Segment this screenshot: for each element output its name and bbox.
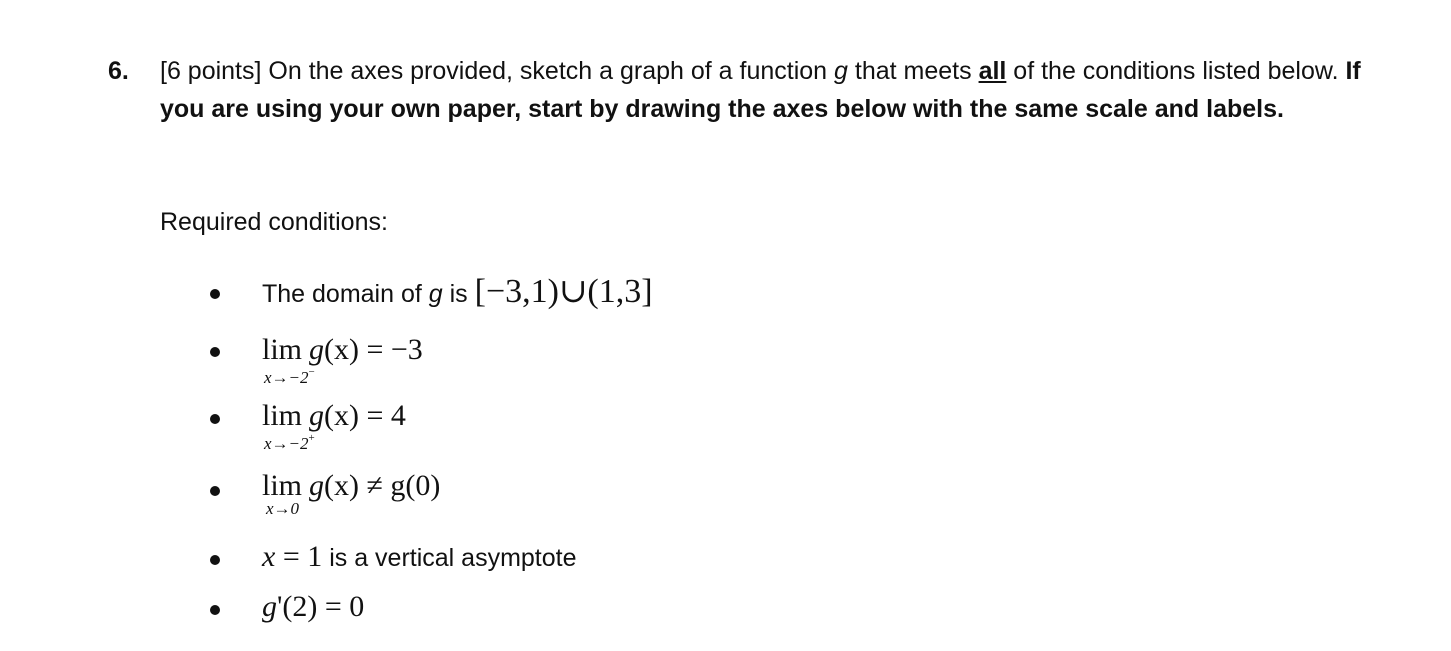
lim-word: lim	[262, 333, 303, 366]
condition-left-limit	[262, 331, 423, 387]
prompt-text-2: that meets	[847, 57, 979, 85]
limit-expression: g(x) = −3	[308, 333, 423, 366]
domain-interval: [−3,1)∪(1,3]	[474, 273, 653, 310]
prompt-text-3: of the conditions listed below.	[1006, 57, 1346, 85]
lim-subscript: x→0	[266, 499, 300, 518]
condition-domain	[262, 273, 653, 313]
points-label: [6 points]	[160, 57, 262, 85]
function-name: g	[834, 57, 848, 85]
bullet	[210, 486, 220, 496]
bullet	[210, 414, 220, 424]
question-number: 6.	[108, 57, 129, 85]
asymptote-text: is a vertical asymptote	[322, 544, 577, 572]
limit-operator	[262, 331, 315, 387]
condition-limit-at-zero	[262, 467, 441, 518]
condition-var: g	[428, 280, 443, 308]
all-emphasis: all	[978, 57, 1007, 85]
condition-text-2: is	[442, 280, 475, 308]
bullet	[210, 555, 220, 565]
derivative-equation: g'(2) = 0	[262, 590, 365, 623]
limit-operator	[262, 397, 315, 453]
condition-vertical-asymptote	[262, 538, 577, 577]
condition-right-limit	[262, 397, 406, 453]
condition-derivative	[262, 588, 364, 627]
condition-text: The domain of	[262, 280, 429, 308]
lim-word: lim	[262, 469, 303, 502]
limit-operator	[262, 467, 303, 518]
bullet	[210, 347, 220, 357]
lim-subscript: x→−2−	[264, 366, 315, 387]
asymptote-equation: x = 1	[262, 540, 323, 573]
prompt-text-1: On the axes provided, sketch a graph of a function	[261, 57, 835, 85]
bold-instruction: If you are using your own paper, start by drawing the axes below with the same scale and labels.	[160, 57, 1361, 123]
lim-word: lim	[262, 399, 303, 432]
bullet	[210, 289, 220, 299]
limit-expression: g(x) = 4	[308, 399, 406, 432]
lim-subscript: x→−2+	[264, 432, 315, 453]
question-prompt	[160, 52, 1390, 128]
required-conditions-heading: Required conditions:	[160, 208, 388, 236]
limit-expression: g(x) ≠ g(0)	[308, 469, 441, 502]
bullet	[210, 605, 220, 615]
